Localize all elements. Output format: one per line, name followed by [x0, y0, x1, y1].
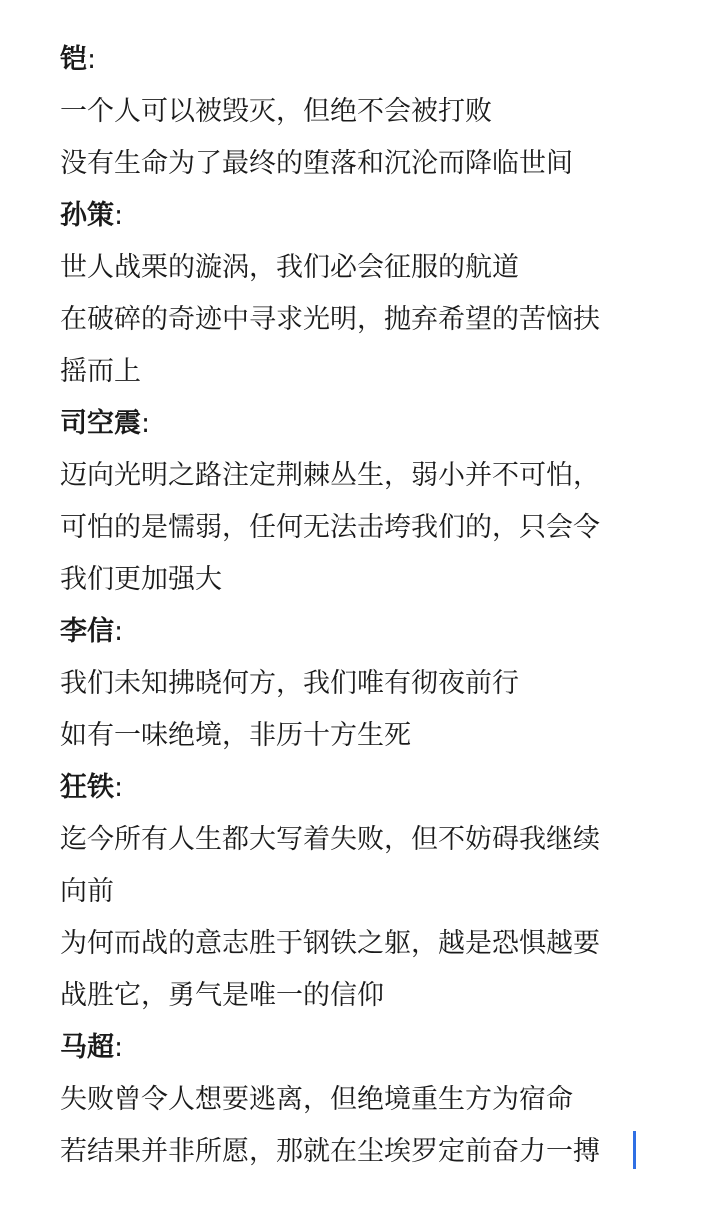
speaker-name — [60, 190, 690, 242]
document-body — [60, 34, 690, 1178]
speaker-name — [60, 398, 690, 450]
speaker-name — [60, 762, 690, 814]
speaker-colon: : — [114, 1032, 124, 1063]
quote-line: 世人战栗的漩涡，我们必会征服的航道 — [60, 252, 519, 283]
speaker-colon: : — [114, 772, 124, 803]
quote-line: 战胜它，勇气是唯一的信仰 — [60, 980, 384, 1011]
speaker-name — [60, 606, 690, 658]
quote-section-kuangtie — [60, 762, 690, 1022]
quote-section-lixin — [60, 606, 690, 762]
speaker-label: 孙策 — [60, 200, 114, 231]
quote-section-machao — [60, 1022, 690, 1178]
speaker-label: 司空震 — [60, 408, 141, 439]
speaker-label: 狂铁 — [60, 772, 114, 803]
speaker-colon: : — [141, 408, 151, 439]
quote-line: 若结果并非所愿，那就在尘埃罗定前奋力一搏 — [60, 1136, 600, 1167]
speaker-colon: : — [87, 44, 97, 75]
quote-section-kai — [60, 34, 690, 190]
quote-line: 摇而上 — [60, 356, 141, 387]
quote-line: 我们未知拂晓何方，我们唯有彻夜前行 — [60, 668, 519, 699]
quote-line: 向前 — [60, 876, 114, 907]
quote-line: 我们更加强大 — [60, 564, 222, 595]
speaker-name — [60, 1022, 690, 1074]
quote-line: 可怕的是懦弱，任何无法击垮我们的，只会令 — [60, 512, 600, 543]
quote-section-sikongzhen — [60, 398, 690, 606]
speaker-label: 马超 — [60, 1032, 114, 1063]
speaker-name — [60, 34, 690, 86]
quote-section-sunce — [60, 190, 690, 398]
quote-line: 迈向光明之路注定荆棘丛生，弱小并不可怕， — [60, 460, 600, 491]
quote-line: 如有一味绝境，非历十方生死 — [60, 720, 411, 751]
speaker-label: 铠 — [60, 44, 87, 75]
speaker-label: 李信 — [60, 616, 114, 647]
quote-line: 迄今所有人生都大写着失败，但不妨碍我继续 — [60, 824, 600, 855]
text-cursor — [633, 1131, 636, 1169]
quote-line: 为何而战的意志胜于钢铁之躯，越是恐惧越要 — [60, 928, 600, 959]
quote-line: 一个人可以被毁灭，但绝不会被打败 — [60, 96, 492, 127]
speaker-colon: : — [114, 616, 124, 647]
quote-line: 失败曾令人想要逃离，但绝境重生方为宿命 — [60, 1084, 573, 1115]
quote-line: 没有生命为了最终的堕落和沉沦而降临世间 — [60, 148, 573, 179]
speaker-colon: : — [114, 200, 124, 231]
quote-line: 在破碎的奇迹中寻求光明，抛弃希望的苦恼扶 — [60, 304, 600, 335]
